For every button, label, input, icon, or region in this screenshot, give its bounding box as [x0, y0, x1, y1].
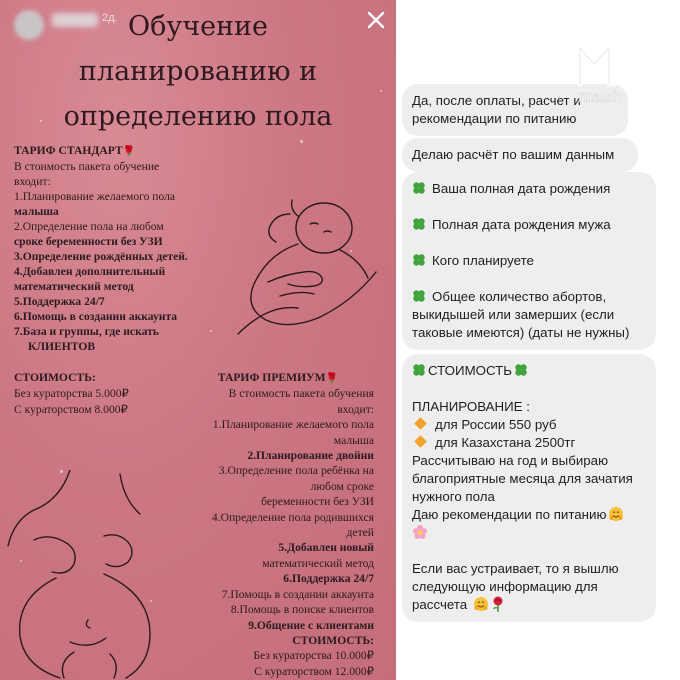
message-text: Даю рекомендации по питанию — [412, 507, 607, 522]
message-text: Общее количество абортов, — [432, 289, 607, 304]
mother-baby-illustration — [228, 186, 396, 336]
standard-price — [14, 370, 129, 418]
four-leaf-clover-icon — [514, 363, 528, 377]
premium-line: 1.Планирование желаемого пола — [212, 418, 374, 432]
premium-line: 8.Помощь в поиске клиентов — [230, 603, 374, 617]
price-kazakhstan: для Казахстана 2500тг — [435, 435, 576, 450]
standard-line: 3.Определение рождённых детей. — [14, 250, 188, 263]
standard-line: КЛИЕНТОВ — [28, 340, 96, 353]
planning-label: ПЛАНИРОВАНИЕ : — [412, 399, 530, 414]
standard-line: сроке беременности без УЗИ — [14, 235, 163, 248]
rose-icon: 🌹 — [325, 373, 338, 384]
premium-price-line: Без кураторства 10.000₽ — [253, 649, 374, 663]
orange-diamond-icon — [414, 417, 427, 430]
premium-line: В стоимость пакета обучения — [228, 387, 374, 401]
message-text: рассчета — [412, 597, 468, 612]
message-text: Полная дата рождения мужа — [432, 217, 611, 232]
premium-line: беременности без УЗИ — [261, 495, 374, 509]
pregnant-woman-illustration — [0, 470, 170, 680]
premium-line: 5.Добавлен новый — [278, 541, 374, 555]
message-text: выкидышей или замерших (если — [412, 307, 615, 322]
cherry-blossom-icon — [412, 524, 428, 540]
premium-tariff-header: ТАРИФ ПРЕМИУМ — [217, 371, 326, 384]
standard-line: входит: — [14, 175, 51, 188]
premium-price-line: С кураторством 12.000₽ — [254, 664, 374, 678]
premium-line: детей — [346, 526, 374, 540]
message-text: Кого планируете — [432, 253, 534, 268]
message-text: Ваша полная дата рождения — [432, 181, 611, 196]
premium-line: 9.Общение с клиентами — [248, 618, 374, 632]
story-title-line: планированию и — [78, 56, 318, 87]
four-leaf-clover-icon — [412, 181, 426, 195]
premium-line: математический метод — [262, 556, 374, 570]
message-bubble — [402, 354, 656, 622]
cost-title: СТОИМОСТЬ — [428, 363, 513, 378]
standard-line: малыша — [14, 205, 59, 218]
premium-line: 7.Помощь в создании аккаунта — [221, 587, 374, 601]
rose-icon: 🌹 — [122, 146, 136, 157]
premium-line: 3.Определение пола ребёнка на — [218, 464, 374, 478]
story-title-line: Обучение — [127, 11, 269, 42]
standard-tariff-header: ТАРИФ СТАНДАРТ — [14, 144, 123, 157]
premium-line: 6.Поддержка 24/7 — [283, 572, 374, 586]
standard-line: 6.Помощь в создании аккаунта — [14, 310, 178, 323]
message-text: нужного пола — [412, 489, 495, 504]
four-leaf-clover-icon — [412, 289, 426, 303]
standard-line: математический метод — [14, 280, 134, 293]
mash-watermark — [574, 34, 644, 106]
message-bubble — [402, 138, 638, 172]
orange-diamond-icon — [414, 435, 427, 448]
premium-line: 2.Планирование двойни — [247, 449, 374, 463]
standard-line: 4.Добавлен дополнительный — [14, 265, 166, 278]
premium-line: малыша — [333, 433, 374, 447]
standard-line: 1.Планирование желаемого пола — [14, 190, 176, 203]
price-russia: для России 550 руб — [435, 417, 557, 432]
rose-icon — [491, 596, 505, 612]
standard-line: В стоимость пакета обучение — [14, 160, 160, 173]
story-title — [0, 4, 396, 139]
premium-line: любом сроке — [310, 479, 374, 493]
standard-line: 7.База и группы, где искать — [14, 325, 159, 338]
premium-line: 4.Определение пола родившихся — [211, 510, 374, 524]
four-leaf-clover-icon — [412, 363, 426, 377]
premium-line: входит: — [337, 402, 374, 416]
message-text: таковые имеются) (даты не нужны) — [412, 325, 630, 340]
hugging-face-icon — [608, 506, 624, 522]
message-text: Делаю расчёт по вашим данным — [412, 147, 615, 162]
message-text: следующую информацию для — [412, 579, 598, 594]
svg-text:mash: mash — [578, 87, 623, 106]
four-leaf-clover-icon — [412, 253, 426, 267]
standard-line: 2.Определение пола на любом — [14, 220, 164, 233]
hugging-face-icon — [473, 596, 489, 612]
standard-line: 5.Поддержка 24/7 — [14, 295, 105, 308]
message-text: рекомендации по питанию — [412, 111, 577, 126]
story-timestamp: 2д. — [102, 12, 118, 24]
message-bubble — [402, 172, 656, 350]
message-text: Да, после оплаты, расчет и — [412, 93, 581, 108]
story-title-line: определению пола — [63, 101, 333, 132]
message-text: Если вас устраивает, то я вышлю — [412, 561, 619, 576]
standard-price-line: Без кураторства 5.000₽ — [14, 387, 129, 400]
premium-tariff — [134, 370, 374, 679]
message-text: Рассчитываю на год и выбираю — [412, 453, 609, 468]
standard-tariff — [14, 143, 254, 354]
message-text: благоприятные месяца для зачатия — [412, 471, 633, 486]
four-leaf-clover-icon — [412, 217, 426, 231]
standard-price-header: СТОИМОСТЬ: — [14, 371, 96, 384]
premium-price-header: СТОИМОСТЬ: — [292, 633, 374, 647]
standard-price-line: С кураторством 8.000₽ — [14, 403, 128, 416]
scrollbar[interactable] — [658, 0, 668, 680]
